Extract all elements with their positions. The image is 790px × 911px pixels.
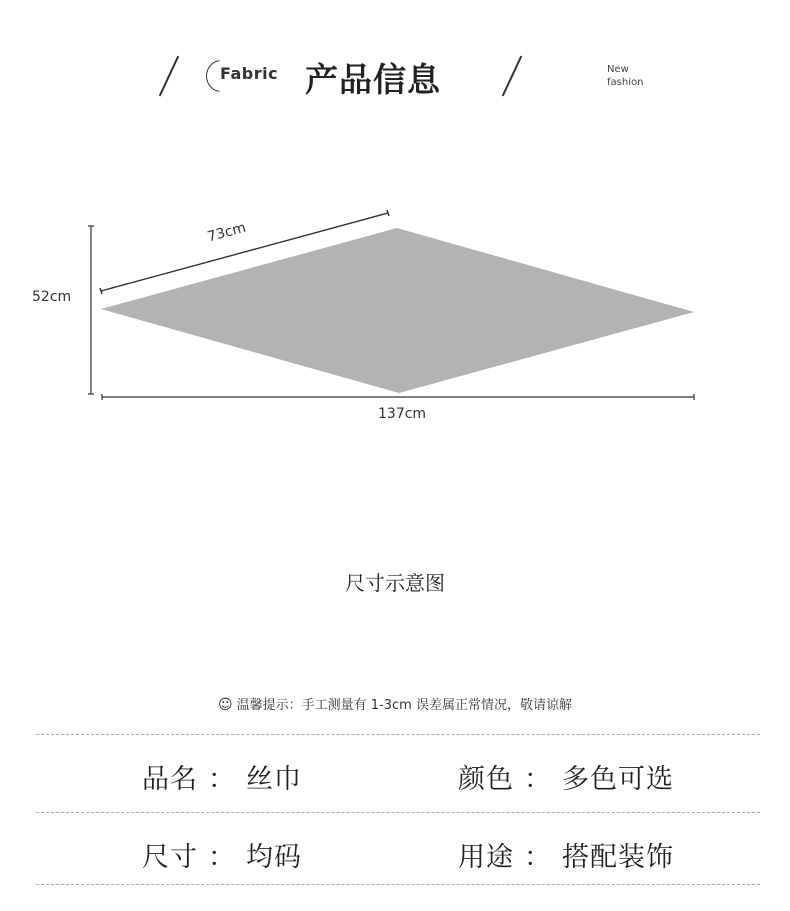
spec-label: 颜色 bbox=[458, 764, 514, 795]
header-divider-right bbox=[502, 56, 522, 97]
side-label: 73cm bbox=[205, 219, 248, 246]
spec-label: 尺寸 bbox=[142, 842, 198, 873]
spec-size bbox=[142, 835, 302, 874]
height-label: 52cm bbox=[32, 289, 72, 305]
spec-value: 多色可选 bbox=[562, 764, 674, 795]
divider bbox=[36, 812, 760, 813]
tagline bbox=[607, 63, 643, 89]
size-diagram bbox=[0, 200, 790, 440]
width-dimension-line bbox=[102, 394, 694, 400]
spec-label: 用途 bbox=[458, 842, 514, 873]
spec-separator: ： bbox=[524, 764, 552, 795]
spec-color bbox=[458, 757, 674, 796]
spec-separator: ： bbox=[208, 764, 236, 795]
spec-value: 均码 bbox=[246, 842, 302, 873]
spec-product-name bbox=[142, 757, 302, 796]
scarf-shape bbox=[101, 228, 694, 393]
height-dimension-line bbox=[88, 226, 94, 394]
notice-text: 温馨提示：手工测量有 1-3cm 误差属正常情况，敬请谅解 bbox=[236, 698, 572, 713]
page-title: 产品信息 bbox=[305, 60, 441, 99]
divider bbox=[36, 884, 760, 885]
diagram-caption: 尺寸示意图 bbox=[345, 571, 445, 595]
measurement-notice bbox=[0, 694, 790, 713]
tagline-line-2: fashion bbox=[607, 77, 644, 88]
header-divider-left bbox=[159, 56, 179, 97]
spec-value: 搭配装饰 bbox=[562, 842, 674, 873]
spec-value: 丝巾 bbox=[246, 764, 302, 795]
divider bbox=[36, 734, 760, 735]
smile-icon: ☺ bbox=[218, 697, 233, 713]
tagline-line-1: New bbox=[607, 64, 629, 75]
spec-label: 品名 bbox=[142, 764, 198, 795]
spec-separator: ： bbox=[524, 842, 552, 873]
badge-text: Fabric bbox=[220, 64, 279, 83]
spec-separator: ： bbox=[208, 842, 236, 873]
width-label: 137cm bbox=[378, 406, 427, 422]
spec-usage bbox=[458, 835, 674, 874]
